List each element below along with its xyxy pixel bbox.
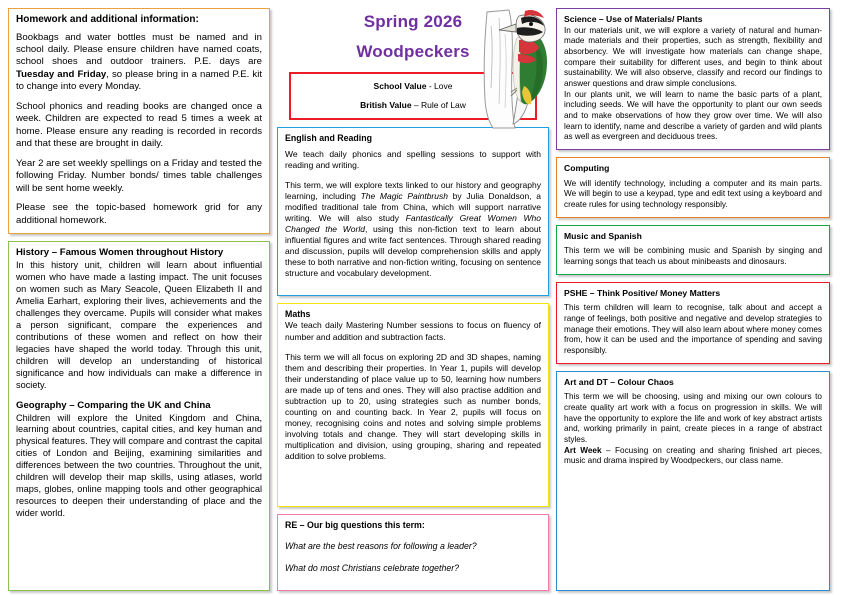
english-heading: English and Reading [285, 133, 372, 143]
homework-paragraph-4: Please see the topic-based homework grid for any additional homework. [16, 202, 262, 226]
art-dt-paragraph-1: This term we will be choosing, using and mixing our own colours to create quality art work with a focus on progression in skills. We will have the opportunity to explore the life and work of key abstract artists and, working primarily in paint, create pieces in a range of abstract styles. [564, 392, 822, 445]
computing-heading: Computing [564, 162, 610, 173]
school-value: - Love [428, 81, 453, 91]
re-question-1: What are the best reasons for following a leader? [285, 541, 477, 552]
english-p2-part-b: by Julia Donaldson, a modified traditional tale from China, which will support narrative writing. We will also study [285, 191, 541, 224]
science-paragraph-2: In our plants unit, we will learn to name the basic parts of a plant, including seeds. We will have the opportunity to plant our own seeds and to make observations of how they grow over time. We will also learn to identify, name and describe a variety of garden and wild plants as well as evergreen and deciduous trees. [564, 89, 822, 142]
pshe-body: This term children will learn to recognise, talk about and accept a range of feelings, both positive and negative and develop strategies to manage their emotions. They will also learn about where money comes from, how it can be used and the importance of spending and saving responsibly. [564, 303, 822, 356]
english-box [277, 127, 549, 296]
history-body: In this history unit, children will learn about influential women who have made a lasting impact. The unit focuses on women such as Mary Seacole, Queen Elizabeth II and Amelia Earhart, exploring their lives, achievements and the challenges they overcame. Pupils will consider what makes a person significant, compare the experiences and contributions of these women and reflect on how their legacies have shaped the world today. Through this unit, children will develop an understanding of historical significance and how individuals can make a difference in society. [16, 260, 262, 390]
homework-heading: Homework and additional information: [16, 14, 199, 25]
homework-box [8, 8, 270, 234]
middle-column [277, 8, 549, 591]
british-value: – Rule of Law [413, 100, 466, 110]
science-box [556, 8, 830, 150]
history-geography-box [8, 241, 270, 591]
computing-body: We will identify technology, including a computer and its main parts. We will begin to use a keypad, type and edit text using a keyboard and create rules for using technology responsibly. [564, 178, 822, 209]
english-p2-part-c: , using this non-fiction text to learn about influential figures and write fact sentences. Through shared reading and discussion, pupils will develop comprehension skills and apply these to both narrative and non-fiction writing, focusing on sentence structure and vocabulary development. [285, 224, 541, 279]
homework-paragraph-1 [16, 32, 262, 94]
maths-heading: Maths [285, 308, 311, 319]
english-p2-part-a: This term, we will explore texts linked to our history and geography learning, including [285, 180, 541, 202]
woodpecker-icon [479, 4, 555, 130]
british-value-label: British Value [360, 100, 412, 110]
right-column [556, 8, 830, 591]
art-dt-paragraph-2 [564, 446, 822, 467]
science-paragraph-1: In our materials unit, we will explore a variety of natural and human-made materials and their properties, such as strength, flexibility and absorbency. We will investigate how materials can change shape, compare their suitability for different uses, and begin to think about sustainability. We will also observe, classify and record our findings to answer questions and draw simple conclusions. [564, 25, 822, 89]
school-value-label: School Value [373, 81, 427, 91]
science-heading: Science – Use of Materials/ Plants [564, 14, 703, 24]
maths-box [277, 303, 549, 508]
art-dt-heading: Art and DT – Colour Chaos [564, 376, 674, 387]
left-column [8, 8, 270, 591]
art-dt-box [556, 371, 830, 591]
music-spanish-body: This term we will be combining music and Spanish by singing and learning songs that teach us about minibeasts and dinosaurs. [564, 246, 822, 267]
re-heading: RE – Our big questions this term: [285, 520, 425, 531]
english-book-title-1: The Magic Paintbrush [360, 191, 448, 202]
homework-paragraph-2: School phonics and reading books are changed once a week. Children are expected to read 5 times a week at home. Please ensure any reading is recorded in records and that these are brought in daily. [16, 100, 262, 150]
art-week-label: Art Week [564, 445, 602, 455]
english-book-title-2: Fantastically Great Women Who Changed the World [285, 213, 541, 235]
maths-paragraph-2: This term we will all focus on exploring 2D and 3D shapes, naming them and describing their properties. In Year 1, pupils will develop their understanding of place value up to 50, learning how numbers are made up of tens and ones. They will also practise addition and subtraction up to 20, using strategies such as number bonds, counting on and counting back. In Year 2, pupils will focus on money, recognising coins and notes and solving simple problems involving totals and change. They will start developing skills in multiplication and division, using grouping, sharing and repeated addition to solve problems. [285, 351, 541, 461]
term-title: Spring 2026 [363, 12, 463, 31]
homework-p1-part-b: , so please bring in a named P.E. kit to change into every Monday. [16, 68, 262, 93]
history-heading: History – Famous Women throughout History [16, 247, 224, 259]
art-week-text: – Focusing on creating and sharing finished art pieces, music and drama inspired by Woodpeckers, our class name. [564, 445, 823, 466]
music-spanish-heading: Music and Spanish [564, 230, 642, 241]
homework-pe-days: Tuesday and Friday [16, 68, 107, 80]
pshe-box [556, 282, 830, 364]
geography-body: Children will explore the United Kingdom and China, learning about countries, capital cities, and key human and physical features. They will compare and contrast the capital cities of London and Beijing, examining similarities and differences between the two countries. Throughout the unit, children will develop their map skills, using atlases, world maps, globes, online mapping tools and other geographical resources to deepen their understanding of place and the wider world. [16, 412, 262, 519]
english-paragraph-2 [285, 180, 541, 279]
title-header [277, 8, 549, 120]
english-paragraph-1: We teach daily phonics and spelling sessions to support with reading and writing. [285, 148, 541, 171]
homework-paragraph-3: Year 2 are set weekly spellings on a Friday and tested the following Friday. Number bonds/ times table challenges will be sent home weekly. [16, 157, 262, 194]
class-title: Woodpeckers [356, 42, 470, 61]
pshe-heading: PSHE – Think Positive/ Money Matters [564, 287, 721, 298]
re-question-2: What do most Christians celebrate together? [285, 562, 460, 573]
re-box [277, 514, 549, 591]
music-spanish-box [556, 225, 830, 275]
maths-paragraph-1: We teach daily Mastering Number sessions to focus on fluency of number and addition and subtraction facts. [285, 320, 541, 342]
geography-heading: Geography – Comparing the UK and China [16, 399, 211, 411]
computing-box [556, 157, 830, 218]
homework-p1-part-a: Bookbags and water bottles must be named and in school daily. Please ensure children have named coats, school shoes and outdoor trainers. P.E. days are [16, 31, 262, 68]
